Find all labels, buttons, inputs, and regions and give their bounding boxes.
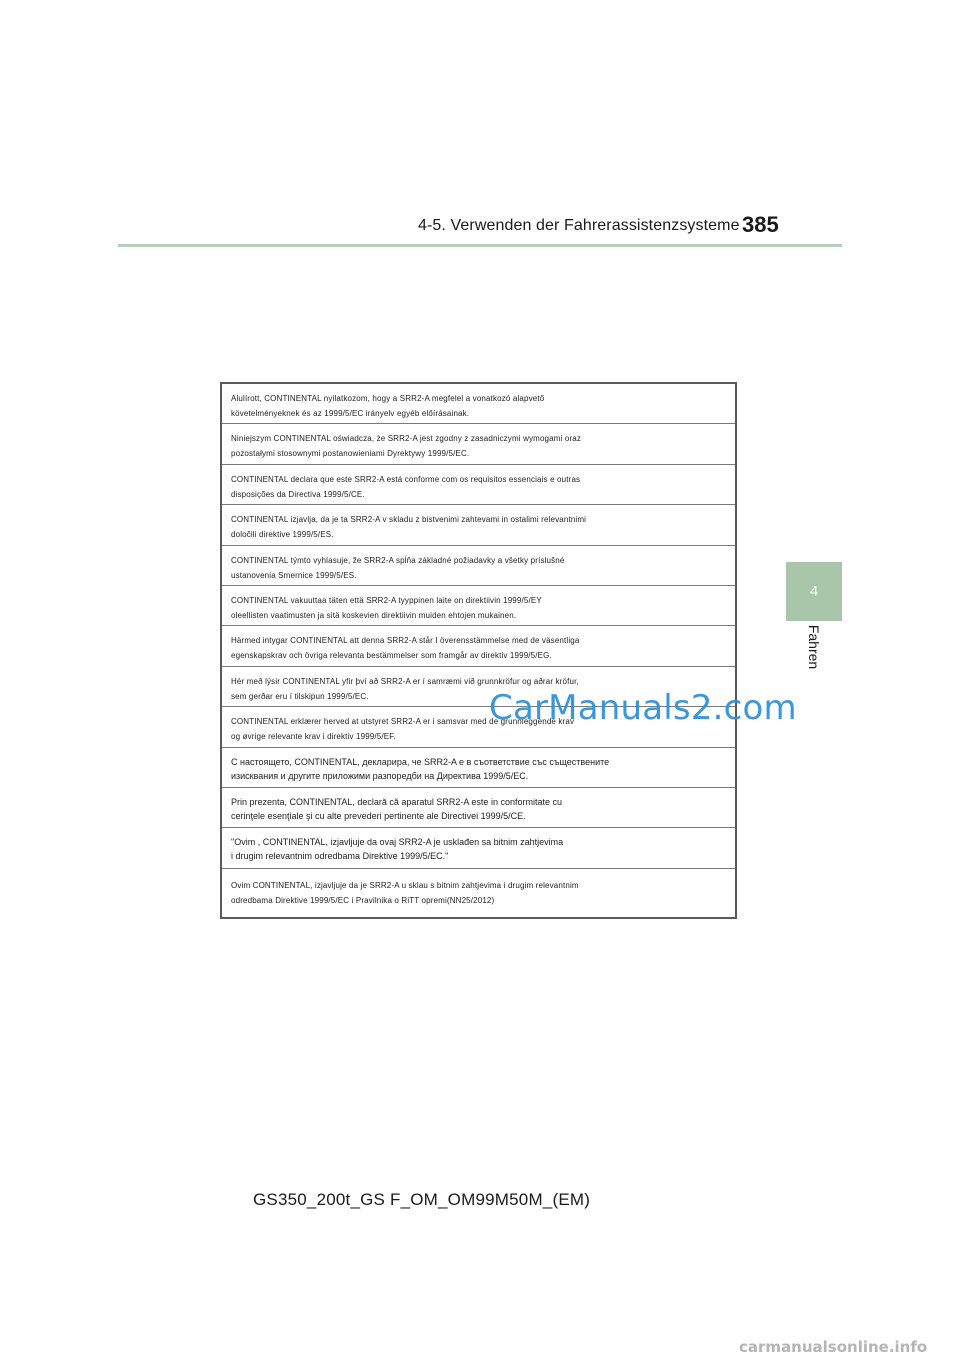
declaration-line: cerinţele esenţiale şi cu alte prevederi pertinente ale Directivei 1999/5/CE. — [231, 810, 526, 821]
declaration-croatian — [222, 828, 735, 868]
declaration-line: pozostałymi stosownymi postanowieniami Dyrektywy 1999/5/EC. — [231, 449, 470, 459]
declaration-line: og øvrige relevante krav i direktiv 1999/5/EF. — [231, 732, 396, 742]
watermark-carmanualsonline: carmanualsonline.info — [739, 1338, 928, 1356]
declaration-line: követelményeknek és az 1999/5/EC irányelv egyéb előírásainak. — [231, 409, 470, 418]
declaration-swedish — [222, 626, 735, 666]
declaration-line: Ovim CONTINENTAL, izjavljuje da je SRR2-A u sklau s bitnim zahtjevima i drugim relevantnim — [231, 880, 579, 890]
declaration-finnish — [222, 586, 735, 626]
declaration-line: egenskapskrav och övriga relevanta bestämmelser som framgår av direktiv 1999/5/EG. — [231, 651, 552, 661]
declaration-line: disposições da Directiva 1999/5/CE. — [231, 489, 365, 499]
declaration-line: odredbama Direktive 1999/5/EC i Pravilnika o RiTT opremi(NN25/2012) — [231, 895, 495, 905]
declaration-line: CONTINENTAL týmto vyhlasuje, že SRR2-A spĺňa základné požiadavky a všetky príslušné — [231, 555, 565, 565]
declaration-hungarian — [222, 384, 735, 424]
declaration-romanian — [222, 788, 735, 828]
section-title: 4-5. Verwenden der Fahrerassistenzsysteme — [418, 217, 740, 234]
declaration-bulgarian — [222, 748, 735, 788]
declaration-line: ustanovenia Smernice 1999/5/ES. — [231, 570, 357, 580]
declaration-portuguese — [222, 465, 735, 505]
declaration-line: sem gerðar eru í tilskipun 1999/5/EC. — [231, 691, 369, 701]
declaration-slovak — [222, 546, 735, 586]
declaration-slovenian — [222, 505, 735, 545]
declaration-polish — [222, 424, 735, 464]
declaration-line: CONTINENTAL erklærer herved at utstyret SRR2-A er i samsvar med de grunnleggende krav — [231, 717, 575, 727]
chapter-number: 4 — [809, 583, 819, 600]
declaration-line: Alulírott, CONTINENTAL nyilatkozom, hogy a SRR2-A megfelel a vonatkozó alapvető — [231, 394, 545, 403]
header-divider — [118, 244, 842, 247]
chapter-label: Fahren — [806, 624, 822, 670]
declaration-line: Prin prezenta, CONTINENTAL, declară că aparatul SRR2-A este in conformitate cu — [231, 796, 562, 807]
declaration-line: Niniejszym CONTINENTAL oświadcza, że SRR2-A jest zgodny z zasadniczymi wymogami oraz — [231, 434, 582, 444]
declaration-line: i drugim relevantnim odredbama Direktive 1999/5/EC." — [231, 851, 449, 862]
chapter-tab — [786, 562, 842, 621]
declaration-line: "Ovim , CONTINENTAL, izjavljuje da ovaj SRR2-A je usklađen sa bitnim zahtjevima — [231, 837, 564, 848]
declaration-line: С настоящето, CONTINENTAL, декларира, че SRR2-A е в съответствие със съществените — [231, 756, 610, 767]
declaration-table — [220, 382, 737, 919]
declaration-line: Hér með lýsir CONTINENTAL yfir því að SRR2-A er í samræmi við grunnkröfur og aðrar kröfur, — [231, 676, 579, 686]
declaration-line: CONTINENTAL izjavlja, da je ta SRR2-A v skladu z bistvenimi zahtevami in ostalimi relevantnimi — [231, 515, 587, 525]
declaration-line: določili direktive 1999/5/ES. — [231, 530, 334, 540]
declaration-line: CONTINENTAL vakuuttaa täten että SRR2-A tyyppinen laite on direktiivin 1999/5/EY — [231, 595, 542, 605]
document-code: GS350_200t_GS F_OM_OM99M50M_(EM) — [253, 1190, 591, 1209]
watermark-carmanuals2: CarManuals2.com — [489, 688, 797, 728]
declaration-line: изисквания и другите приложими разпоредби на Директива 1999/5/EC. — [231, 770, 529, 781]
declaration-line: Härmed intygar CONTINENTAL att denna SRR2-A står I överensstämmelse med de väsentliga — [231, 636, 580, 646]
declaration-line: oleellisten vaatimusten ja sitä koskevien direktiivin muiden ehtojen mukainen. — [231, 610, 517, 620]
declaration-croatian-2 — [222, 869, 735, 917]
declaration-line: CONTINENTAL declara que este SRR2-A está conforme com os requisitos essenciais e outras — [231, 474, 581, 484]
page-number: 385 — [742, 212, 779, 237]
